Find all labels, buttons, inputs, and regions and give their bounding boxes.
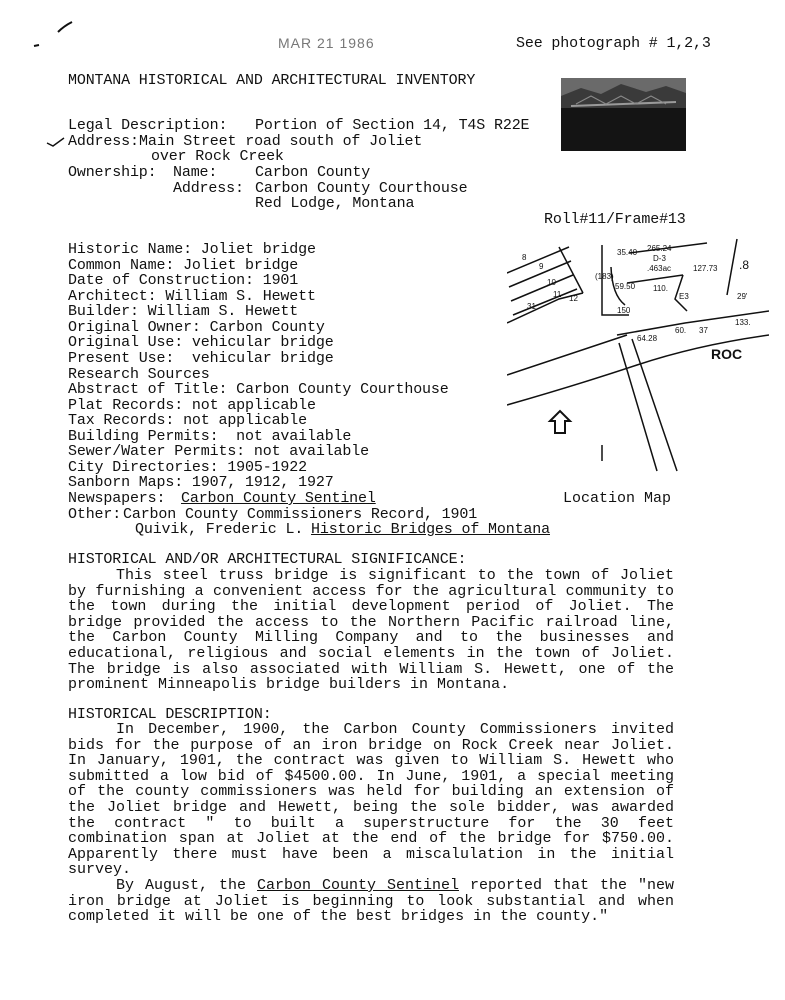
address-line-1: Main Street road south of Joliet	[139, 133, 423, 150]
owner-address-line-1: Carbon County Courthouse	[255, 180, 468, 197]
detail-original-use: Original Use: vehicular bridge	[68, 334, 334, 351]
description-p2-source: Carbon County Sentinel	[256, 876, 459, 894]
map-label: 29'	[737, 292, 748, 301]
other-line-2-author: Quivik, Frederic L.	[135, 521, 304, 538]
ownership-label: Ownership:	[68, 164, 157, 181]
description-p2-rest: reported that the "new iron bridge at Joliet is beginning to look substantial and when completed it will be one of the best bridges in the county."	[68, 876, 674, 926]
pen-marks	[30, 18, 90, 58]
description-p2-prefix: By August, the	[116, 876, 246, 894]
map-label: 110.	[653, 284, 668, 293]
map-label: 35.40	[617, 248, 638, 257]
map-label: 8	[522, 253, 527, 262]
map-label: 59.50	[615, 282, 636, 291]
significance-paragraph: This steel truss bridge is significant to the town of Joliet by furnishing a convenient access for the agricultural community to the town during the initial development period of Joliet. The bridge provided the access to the Northern Pacific railroad line, the Carbon County Milling Company and to the businesses and educational, religious and social elements in the town of Joliet. The bridge is also associated with William S. Hewett, one of the prominent Minneapolis bridge builders in Montana.	[68, 567, 674, 694]
detail-builder: Builder: William S. Hewett	[68, 303, 299, 320]
detail-plat-records: Plat Records: not applicable	[68, 397, 316, 414]
owner-name: Carbon County	[255, 164, 371, 181]
map-label: D-3	[653, 254, 666, 263]
research-sources-heading: Research Sources	[68, 366, 210, 383]
map-label: .463ac	[647, 264, 672, 273]
map-label: 9	[539, 262, 544, 271]
detail-present-use: Present Use: vehicular bridge	[68, 350, 334, 367]
detail-sewer-water-permits: Sewer/Water Permits: not available	[68, 443, 369, 460]
map-label: 64.28	[637, 334, 658, 343]
detail-city-directories: City Directories: 1905-1922	[68, 459, 307, 476]
map-label: 133.	[735, 318, 751, 327]
map-label: 150	[617, 306, 631, 315]
map-label: 60.	[675, 326, 687, 335]
description-paragraph-2	[68, 878, 674, 925]
bridge-photo	[561, 78, 686, 151]
location-map-caption: Location Map	[563, 490, 672, 507]
map-label: E3	[679, 292, 689, 301]
map-label: 11	[553, 290, 562, 299]
location-map	[507, 235, 769, 490]
map-label: (183)	[595, 272, 614, 281]
map-label: 127.73	[693, 264, 718, 273]
detail-building-permits: Building Permits: not available	[68, 428, 352, 445]
owner-name-label: Name:	[173, 164, 218, 181]
legal-description-label: Legal Description:	[68, 117, 228, 134]
page-title: MONTANA HISTORICAL AND ARCHITECTURAL INVENTORY	[68, 72, 476, 89]
detail-historic-name: Historic Name: Joliet bridge	[68, 241, 316, 258]
map-label: 31	[527, 302, 536, 311]
address-label: Address:	[68, 133, 139, 150]
photograph-reference: See photograph # 1,2,3	[516, 35, 711, 52]
description-heading: HISTORICAL DESCRIPTION:	[68, 706, 272, 723]
roll-frame: Roll#11/Frame#13	[544, 211, 686, 228]
map-label: 37	[699, 326, 708, 335]
detail-abstract-of-title: Abstract of Title: Carbon County Courthouse	[68, 381, 449, 398]
map-label: 12	[569, 294, 578, 303]
north-arrow-icon	[550, 411, 570, 433]
map-label: 10	[547, 278, 556, 287]
address-line-2: over Rock Creek	[151, 148, 284, 165]
significance-heading: HISTORICAL AND/OR ARCHITECTURAL SIGNIFICANCE:	[68, 551, 467, 568]
other-line-1: Carbon County Commissioners Record, 1901	[123, 506, 478, 523]
legal-description-value: Portion of Section 14, T4S R22E	[255, 117, 530, 134]
map-label: ROC	[711, 346, 743, 362]
other-label: Other:	[68, 506, 122, 523]
owner-address-line-2: Red Lodge, Montana	[255, 195, 415, 212]
detail-tax-records: Tax Records: not applicable	[68, 412, 307, 429]
significance-text	[68, 568, 674, 693]
date-stamp: MAR 21 1986	[278, 35, 375, 51]
other-line-2-title: Historic Bridges of Montana	[311, 521, 550, 538]
map-label: 265.24	[647, 244, 672, 253]
check-mark	[46, 136, 66, 148]
detail-date-of-construction: Date of Construction: 1901	[68, 272, 299, 289]
owner-address-label: Address:	[173, 180, 244, 197]
newspapers-value: Carbon County Sentinel	[181, 490, 376, 507]
detail-sanborn-maps: Sanborn Maps: 1907, 1912, 1927	[68, 474, 334, 491]
newspapers-label: Newspapers:	[68, 490, 166, 507]
description-paragraph-1: In December, 1900, the Carbon County Commissioners invited bids for the purpose of an iron bridge on Rock Creek near Joliet. In January, 1901, the contract was given to William S. Hewett who submitted a low bid of $4500.00. In June, 1901, a special meeting of the county commissioners was held for building an extension of the Joliet bridge and Hewett, being the sole bidder, was awarded the contract " to built a superstructure for the 30 feet combination span at Joliet at the end of the bridge for $750.00. Apparently there must have been a miscalulation in the initial survey.	[68, 721, 674, 879]
detail-architect: Architect: William S. Hewett	[68, 288, 316, 305]
map-label: .8	[739, 258, 750, 272]
description-text	[68, 722, 674, 925]
detail-common-name: Common Name: Joliet bridge	[68, 257, 299, 274]
detail-original-owner: Original Owner: Carbon County	[68, 319, 325, 336]
